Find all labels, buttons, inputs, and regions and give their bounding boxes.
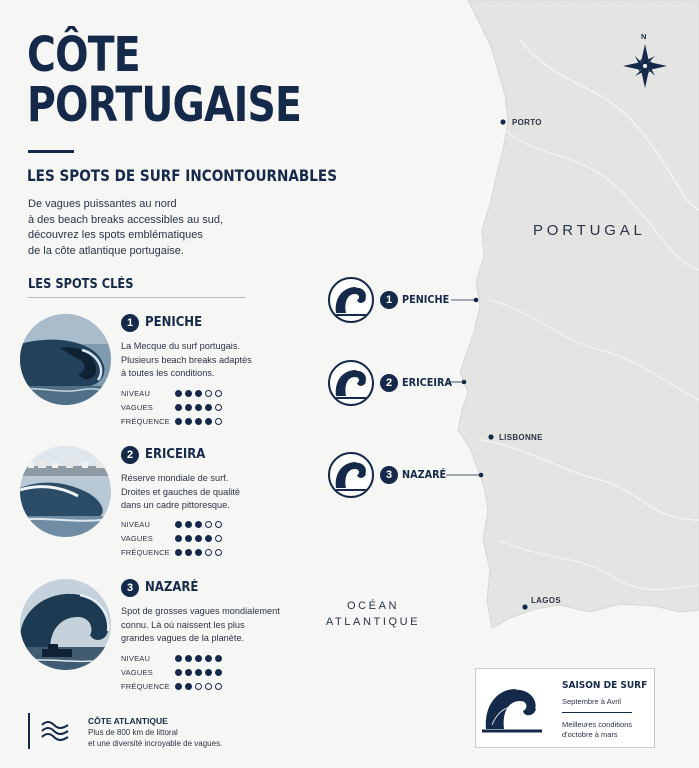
- ocean-line: ATLANTIQUE: [325, 616, 421, 628]
- wave-icon: [330, 362, 372, 404]
- rating-label: VAGUES: [121, 534, 153, 543]
- spot-dot-nazare: [479, 473, 484, 478]
- title-divider: [28, 150, 74, 153]
- season-title: SAISON DE SURF: [562, 680, 648, 691]
- spot-number-badge: 1: [121, 314, 139, 332]
- spot-dot-peniche: [474, 298, 479, 303]
- rating-dot-empty: [205, 521, 212, 528]
- spot-desc-line: Droites et gauches de qualité: [121, 486, 241, 497]
- spot-photo-nazare: [20, 579, 111, 670]
- rating-row-niveau: [121, 652, 271, 666]
- compass-north-label: N: [641, 32, 647, 41]
- spot-photo-peniche: [20, 314, 111, 405]
- rating-label: FRÉQUENCE: [121, 417, 170, 426]
- page-subtitle: LES SPOTS DE SURF INCONTOURNABLES: [27, 166, 338, 185]
- rating-dot-filled: [205, 418, 212, 425]
- spot-desc-line: connu. Là où naissent les plus: [121, 619, 245, 630]
- footer-line: Plus de 800 km de littoral: [88, 728, 178, 737]
- rating-row-frequence: [121, 546, 271, 560]
- rating-dot-empty: [195, 683, 202, 690]
- marker-name: PENICHE: [402, 293, 450, 306]
- spot-description: [121, 472, 291, 513]
- rating-label: FRÉQUENCE: [121, 682, 170, 691]
- spot-description: [121, 605, 291, 646]
- season-note: [562, 720, 632, 740]
- rating-dot-filled: [175, 549, 182, 556]
- rating-dot-filled: [205, 404, 212, 411]
- rating-dots: [175, 683, 225, 691]
- spot-card-nazare[interactable]: [20, 579, 280, 709]
- village-wave-photo: [20, 446, 111, 537]
- spot-name: NAZARÉ: [145, 580, 199, 595]
- rating-label: NIVEAU: [121, 654, 151, 663]
- wave-badge-icon: [328, 452, 374, 498]
- rating-dots: [175, 521, 225, 529]
- marker-number-badge: 3: [380, 466, 398, 484]
- rating-dot-empty: [215, 404, 222, 411]
- season-divider: [562, 712, 632, 713]
- rating-dot-empty: [215, 418, 222, 425]
- rating-dot-filled: [185, 418, 192, 425]
- city-dot-porto: [500, 119, 505, 124]
- rating-dot-empty: [205, 683, 212, 690]
- marker-number-badge: 2: [380, 374, 398, 392]
- rating-dot-filled: [175, 683, 182, 690]
- rating-dot-filled: [195, 418, 202, 425]
- wave-icon: [330, 279, 372, 321]
- section-divider: [28, 297, 246, 298]
- rating-dots: [175, 669, 225, 677]
- rating-dot-filled: [175, 669, 182, 676]
- rating-dot-filled: [185, 521, 192, 528]
- rating-dot-filled: [215, 669, 222, 676]
- city-label-lisbonne: LISBONNE: [499, 433, 543, 442]
- spot-number-badge: 2: [121, 446, 139, 464]
- rating-dot-filled: [175, 655, 182, 662]
- spot-ratings: [121, 518, 271, 560]
- rating-dot-filled: [195, 390, 202, 397]
- spot-desc-line: Spot de grosses vagues mondialement: [121, 606, 280, 616]
- footer-line: et une diversité incroyable de vagues.: [88, 739, 223, 748]
- rating-row-niveau: [121, 518, 271, 532]
- rating-dots: [175, 404, 225, 412]
- rating-dot-empty: [215, 549, 222, 556]
- spot-desc-line: à toutes les conditions.: [121, 368, 215, 378]
- spot-name: ERICEIRA: [145, 447, 206, 462]
- season-note-line: d'octobre à mars: [562, 730, 618, 739]
- rating-dot-filled: [185, 669, 192, 676]
- spot-ratings: [121, 652, 271, 694]
- rating-dot-filled: [195, 655, 202, 662]
- rating-dot-empty: [215, 683, 222, 690]
- intro-text: [28, 197, 258, 259]
- rating-dots: [175, 549, 225, 557]
- spot-name: PENICHE: [145, 315, 203, 330]
- spot-desc-line: La Mecque du surf portugais.: [121, 341, 240, 351]
- rating-dot-filled: [175, 404, 182, 411]
- title-line-1: CÔTE: [27, 27, 140, 83]
- rating-dot-filled: [185, 683, 192, 690]
- rating-label: VAGUES: [121, 403, 153, 412]
- rating-dot-filled: [195, 521, 202, 528]
- rating-row-vagues: [121, 666, 271, 680]
- ocean-line: OCÉAN: [346, 600, 400, 612]
- rating-dot-empty: [205, 390, 212, 397]
- rating-label: NIVEAU: [121, 389, 151, 398]
- big-wave-icon: [482, 681, 542, 737]
- spot-card-ericeira[interactable]: [20, 446, 280, 576]
- spot-photo-ericeira: [20, 446, 111, 537]
- waves-icon: [41, 720, 69, 742]
- marker-number-badge: 1: [380, 291, 398, 309]
- city-dot-lagos: [522, 604, 527, 609]
- city-dot-lisbonne: [488, 434, 493, 439]
- wave-icon: [330, 454, 372, 496]
- rating-dot-filled: [175, 390, 182, 397]
- rating-dot-empty: [215, 390, 222, 397]
- rating-dot-filled: [175, 521, 182, 528]
- rating-label: FRÉQUENCE: [121, 548, 170, 557]
- city-label-lagos: LAGOS: [531, 596, 561, 605]
- footer-accent-bar: [28, 713, 30, 749]
- spot-card-peniche[interactable]: [20, 314, 280, 444]
- rating-dot-filled: [205, 535, 212, 542]
- rating-dot-filled: [175, 418, 182, 425]
- title-line-2: PORTUGAISE: [27, 77, 302, 133]
- rating-row-niveau: [121, 387, 271, 401]
- spot-desc-line: dans un cadre pittoresque.: [121, 500, 230, 510]
- rating-dots: [175, 655, 225, 663]
- rating-dot-filled: [185, 390, 192, 397]
- rating-dot-filled: [205, 669, 212, 676]
- rating-dot-filled: [205, 655, 212, 662]
- portugal-landmass: [458, 0, 699, 628]
- rating-dot-filled: [195, 549, 202, 556]
- rating-row-vagues: [121, 401, 271, 415]
- rating-dot-filled: [185, 549, 192, 556]
- spot-description: [121, 340, 291, 381]
- rating-dot-filled: [175, 535, 182, 542]
- season-note-line: Meilleures conditions: [562, 720, 633, 729]
- spot-desc-line: grandes vagues de la planète.: [121, 633, 245, 643]
- rating-row-frequence: [121, 680, 271, 694]
- rating-dot-filled: [195, 669, 202, 676]
- rating-dot-filled: [185, 404, 192, 411]
- rating-dot-filled: [185, 535, 192, 542]
- footer-title: CÔTE ATLANTIQUE: [88, 716, 168, 726]
- season-dates: Septembre à Avril: [562, 697, 622, 706]
- rating-row-vagues: [121, 532, 271, 546]
- spot-desc-line: Réserve mondiale de surf.: [121, 473, 229, 483]
- rating-row-frequence: [121, 415, 271, 429]
- spot-dot-ericeira: [462, 380, 467, 385]
- rating-dots: [175, 535, 225, 543]
- rating-label: VAGUES: [121, 668, 153, 677]
- ocean-label: [318, 598, 428, 630]
- wave-badge-icon: [328, 277, 374, 323]
- barrel-wave-photo: [20, 314, 111, 405]
- intro-line: de la côte atlantique portugaise.: [28, 244, 184, 257]
- rating-dot-filled: [195, 404, 202, 411]
- spot-ratings: [121, 387, 271, 429]
- rating-label: NIVEAU: [121, 520, 151, 529]
- rating-dot-filled: [215, 655, 222, 662]
- rating-dot-empty: [215, 521, 222, 528]
- rating-dots: [175, 418, 225, 426]
- rating-dot-filled: [185, 655, 192, 662]
- marker-name: ERICEIRA: [402, 376, 452, 389]
- marker-name: NAZARÉ: [402, 468, 447, 481]
- spot-desc-line: Plusieurs beach breaks adaptés: [121, 354, 252, 365]
- intro-line: De vagues puissantes au nord: [28, 198, 177, 210]
- rating-dot-filled: [195, 535, 202, 542]
- spot-number-badge: 3: [121, 579, 139, 597]
- city-label-porto: PORTO: [512, 118, 542, 127]
- rating-dot-empty: [215, 535, 222, 542]
- big-wave-photo: [20, 579, 111, 670]
- rating-dots: [175, 390, 225, 398]
- wave-badge-icon: [328, 360, 374, 406]
- footer-text: [88, 727, 222, 749]
- surf-season-box: [475, 668, 655, 748]
- rating-dot-empty: [205, 549, 212, 556]
- page-title: [27, 27, 302, 133]
- country-label: PORTUGAL: [533, 222, 646, 239]
- intro-line: découvrez les spots emblématiques: [28, 229, 203, 241]
- spots-section-title: LES SPOTS CLÉS: [28, 277, 134, 292]
- intro-line: à des beach breaks accessibles au sud,: [28, 213, 224, 226]
